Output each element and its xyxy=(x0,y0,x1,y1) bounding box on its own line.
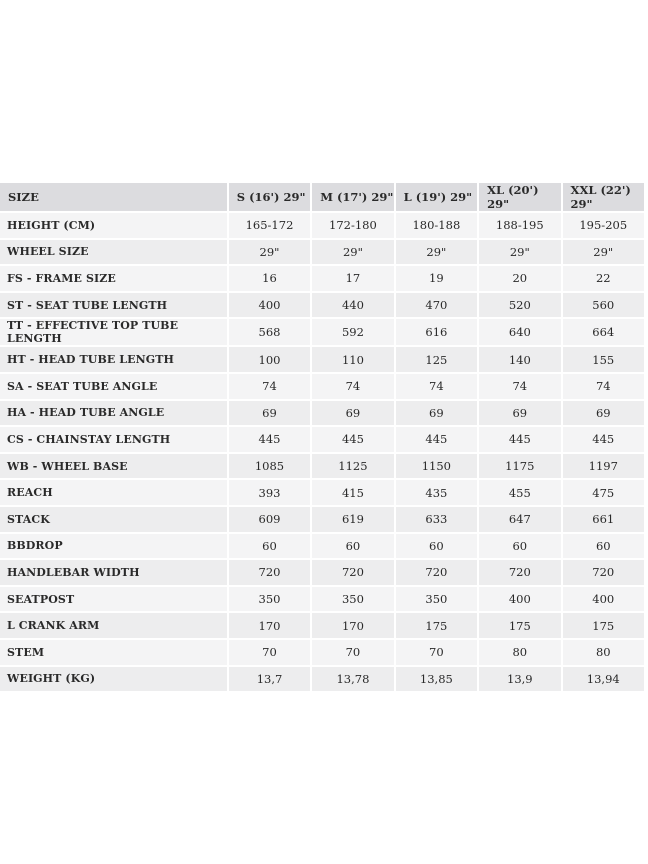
table-cell: 29" xyxy=(396,240,477,265)
table-cell: 455 xyxy=(479,480,560,505)
table-cell: 350 xyxy=(312,587,393,612)
table-cell: 520 xyxy=(479,293,560,318)
header-cell-size: SIZE xyxy=(0,183,227,211)
table-cell: 175 xyxy=(479,613,560,638)
table-cell: 60 xyxy=(563,534,644,559)
table-cell: 13,94 xyxy=(563,667,644,692)
table-cell: 720 xyxy=(312,560,393,585)
row-label: SA - SEAT TUBE ANGLE xyxy=(0,374,227,399)
table-cell: 29" xyxy=(563,240,644,265)
table-cell: 640 xyxy=(479,319,560,345)
table-cell: 170 xyxy=(312,613,393,638)
table-row xyxy=(0,266,644,291)
header-cell-l: L (19') 29" xyxy=(396,183,477,211)
row-label: HA - HEAD TUBE ANGLE xyxy=(0,401,227,426)
row-label: SEATPOST xyxy=(0,587,227,612)
table-cell: 1150 xyxy=(396,454,477,479)
row-label: HT - HEAD TUBE LENGTH xyxy=(0,347,227,372)
table-cell: 445 xyxy=(479,427,560,452)
table-row xyxy=(0,427,644,452)
table-cell: 1175 xyxy=(479,454,560,479)
table-cell: 22 xyxy=(563,266,644,291)
row-label: STEM xyxy=(0,640,227,665)
table-cell: 29" xyxy=(312,240,393,265)
header-cell-xl: XL (20') 29" xyxy=(479,183,560,211)
table-cell: 69 xyxy=(229,401,310,426)
header-cell-xxl: XXL (22') 29" xyxy=(563,183,644,211)
table-row xyxy=(0,401,644,426)
table-cell: 188-195 xyxy=(479,213,560,238)
table-row xyxy=(0,480,644,505)
table-cell: 17 xyxy=(312,266,393,291)
row-label: ST - SEAT TUBE LENGTH xyxy=(0,293,227,318)
table-cell: 350 xyxy=(396,587,477,612)
table-cell: 74 xyxy=(479,374,560,399)
row-label: L CRANK ARM xyxy=(0,613,227,638)
table-cell: 568 xyxy=(229,319,310,345)
table-cell: 647 xyxy=(479,507,560,532)
table-cell: 13,78 xyxy=(312,667,393,692)
table-cell: 74 xyxy=(312,374,393,399)
table-cell: 80 xyxy=(479,640,560,665)
table-cell: 29" xyxy=(229,240,310,265)
header-cell-s: S (16') 29" xyxy=(229,183,310,211)
table-cell: 13,7 xyxy=(229,667,310,692)
table-cell: 560 xyxy=(563,293,644,318)
geometry-table xyxy=(0,181,646,693)
table-cell: 720 xyxy=(479,560,560,585)
table-cell: 29" xyxy=(479,240,560,265)
table-cell: 110 xyxy=(312,347,393,372)
table-row xyxy=(0,587,644,612)
table-cell: 69 xyxy=(312,401,393,426)
table-row xyxy=(0,454,644,479)
table-cell: 619 xyxy=(312,507,393,532)
row-label: HEIGHT (CM) xyxy=(0,213,227,238)
table-cell: 720 xyxy=(396,560,477,585)
table-cell: 350 xyxy=(229,587,310,612)
row-label: CS - CHAINSTAY LENGTH xyxy=(0,427,227,452)
table-cell: 175 xyxy=(563,613,644,638)
table-cell: 13,9 xyxy=(479,667,560,692)
table-cell: 170 xyxy=(229,613,310,638)
row-label: BBDROP xyxy=(0,534,227,559)
table-cell: 609 xyxy=(229,507,310,532)
table-row xyxy=(0,640,644,665)
table-cell: 13,85 xyxy=(396,667,477,692)
table-row xyxy=(0,240,644,265)
table-cell: 445 xyxy=(563,427,644,452)
table-cell: 445 xyxy=(229,427,310,452)
table-row xyxy=(0,667,644,692)
table-cell: 60 xyxy=(479,534,560,559)
table-cell: 165-172 xyxy=(229,213,310,238)
table-cell: 1125 xyxy=(312,454,393,479)
table-cell: 100 xyxy=(229,347,310,372)
table-cell: 74 xyxy=(229,374,310,399)
row-label: STACK xyxy=(0,507,227,532)
table-cell: 440 xyxy=(312,293,393,318)
table-cell: 664 xyxy=(563,319,644,345)
table-cell: 1197 xyxy=(563,454,644,479)
table-cell: 195-205 xyxy=(563,213,644,238)
table-cell: 1085 xyxy=(229,454,310,479)
table-cell: 74 xyxy=(563,374,644,399)
table-row xyxy=(0,507,644,532)
table-cell: 400 xyxy=(563,587,644,612)
table-cell: 592 xyxy=(312,319,393,345)
table-row xyxy=(0,613,644,638)
header-cell-m: M (17') 29" xyxy=(312,183,393,211)
table-cell: 70 xyxy=(396,640,477,665)
table-row xyxy=(0,293,644,318)
table-cell: 69 xyxy=(563,401,644,426)
table-cell: 80 xyxy=(563,640,644,665)
table-cell: 616 xyxy=(396,319,477,345)
table-cell: 20 xyxy=(479,266,560,291)
table-row xyxy=(0,374,644,399)
table-cell: 633 xyxy=(396,507,477,532)
table-cell: 70 xyxy=(229,640,310,665)
table-header-row xyxy=(0,183,644,211)
table-cell: 400 xyxy=(479,587,560,612)
table-row xyxy=(0,347,644,372)
table-cell: 720 xyxy=(229,560,310,585)
table-cell: 74 xyxy=(396,374,477,399)
table-cell: 69 xyxy=(396,401,477,426)
table-cell: 175 xyxy=(396,613,477,638)
table-cell: 155 xyxy=(563,347,644,372)
table-cell: 140 xyxy=(479,347,560,372)
table-cell: 393 xyxy=(229,480,310,505)
table-cell: 475 xyxy=(563,480,644,505)
row-label: HANDLEBAR WIDTH xyxy=(0,560,227,585)
table-cell: 661 xyxy=(563,507,644,532)
table-cell: 400 xyxy=(229,293,310,318)
table-cell: 60 xyxy=(312,534,393,559)
table-cell: 445 xyxy=(396,427,477,452)
table-row xyxy=(0,213,644,238)
table-cell: 70 xyxy=(312,640,393,665)
table-cell: 60 xyxy=(229,534,310,559)
table-cell: 180-188 xyxy=(396,213,477,238)
table-cell: 415 xyxy=(312,480,393,505)
table-cell: 16 xyxy=(229,266,310,291)
row-label: WEIGHT (KG) xyxy=(0,667,227,692)
table-cell: 720 xyxy=(563,560,644,585)
table-cell: 69 xyxy=(479,401,560,426)
row-label: TT - EFFECTIVE TOP TUBE LENGTH xyxy=(0,319,227,345)
row-label: WB - WHEEL BASE xyxy=(0,454,227,479)
table-cell: 172-180 xyxy=(312,213,393,238)
table-cell: 60 xyxy=(396,534,477,559)
table-cell: 470 xyxy=(396,293,477,318)
table-row xyxy=(0,560,644,585)
row-label: REACH xyxy=(0,480,227,505)
table-body xyxy=(0,213,644,691)
table-row xyxy=(0,534,644,559)
row-label: FS - FRAME SIZE xyxy=(0,266,227,291)
table-row xyxy=(0,319,644,345)
row-label: WHEEL SIZE xyxy=(0,240,227,265)
table-cell: 19 xyxy=(396,266,477,291)
table-cell: 125 xyxy=(396,347,477,372)
table-cell: 435 xyxy=(396,480,477,505)
table-cell: 445 xyxy=(312,427,393,452)
